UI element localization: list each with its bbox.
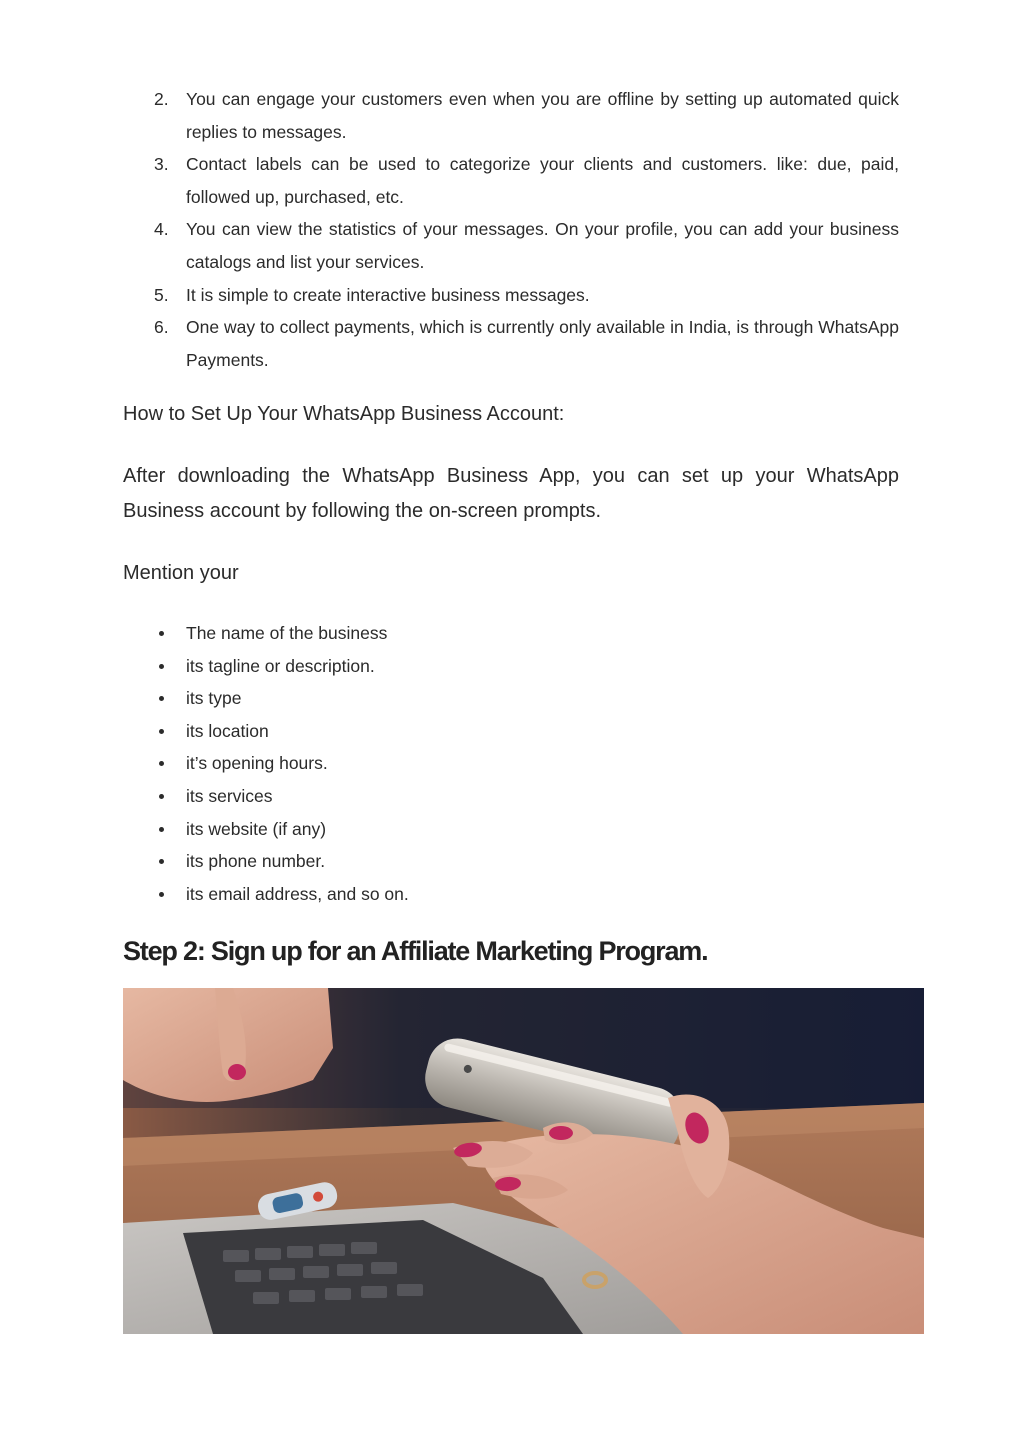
list-item-text: its email address, and so on. xyxy=(186,883,409,904)
list-item-text: You can engage your customers even when you are offline by setting up automated quick replies to messages. xyxy=(186,89,899,142)
list-item xyxy=(154,83,899,148)
list-item xyxy=(186,715,1023,748)
list-item xyxy=(186,682,1023,715)
list-number: 3. xyxy=(154,154,169,175)
bullet-list xyxy=(0,617,1023,910)
list-item xyxy=(186,878,1023,911)
list-item-text: It is simple to create interactive business messages. xyxy=(186,284,590,305)
mention-intro: Mention your xyxy=(123,562,239,584)
list-item xyxy=(154,213,899,278)
list-item xyxy=(186,845,1023,878)
list-item-text: its website (if any) xyxy=(186,818,327,839)
list-item xyxy=(154,311,899,376)
list-item-text: its location xyxy=(186,720,269,741)
list-item-text: its type xyxy=(186,688,242,709)
list-item-text: it’s opening hours. xyxy=(186,753,328,774)
bullet-icon xyxy=(159,761,164,766)
list-item xyxy=(186,780,1023,813)
list-item-text: You can view the statistics of your messages. On your profile, you can add your business catalogs and list your services. xyxy=(186,219,899,272)
section-heading: Step 2: Sign up for an Affiliate Marketing Program. xyxy=(123,936,708,966)
bullet-icon xyxy=(159,827,164,832)
bullet-icon xyxy=(159,892,164,897)
list-item-text: its services xyxy=(186,785,273,806)
bullet-icon xyxy=(159,631,164,636)
bullet-icon xyxy=(159,859,164,864)
list-item xyxy=(186,747,1023,780)
bullet-icon xyxy=(159,664,164,669)
list-number: 6. xyxy=(154,317,169,338)
list-item-text: The name of the business xyxy=(186,623,388,643)
list-number: 2. xyxy=(154,89,169,109)
bullet-icon xyxy=(159,794,164,799)
list-number: 5. xyxy=(154,284,169,305)
list-number: 4. xyxy=(154,219,169,240)
hand-holding-phone-photo xyxy=(123,988,924,1334)
list-item-text: Contact labels can be used to categorize your clients and customers. like: due, paid, followed up, purchased, etc. xyxy=(186,154,899,207)
numbered-list xyxy=(0,83,1023,376)
list-item xyxy=(186,650,1023,683)
bullet-icon xyxy=(159,696,164,701)
list-item xyxy=(186,813,1023,846)
list-item-text: One way to collect payments, which is currently only available in India, is through WhatsApp Payments. xyxy=(186,317,899,370)
list-item-text: its tagline or description. xyxy=(186,655,375,676)
bullet-icon xyxy=(159,729,164,734)
list-item-text: its phone number. xyxy=(186,851,326,872)
setup-title: How to Set Up Your WhatsApp Business Account: xyxy=(123,403,565,425)
list-item xyxy=(154,279,899,312)
list-item xyxy=(154,148,899,213)
list-item xyxy=(186,617,1023,650)
setup-paragraph: After downloading the WhatsApp Business App, you can set up your WhatsApp Business account by following the on-screen prompts. xyxy=(123,465,899,522)
